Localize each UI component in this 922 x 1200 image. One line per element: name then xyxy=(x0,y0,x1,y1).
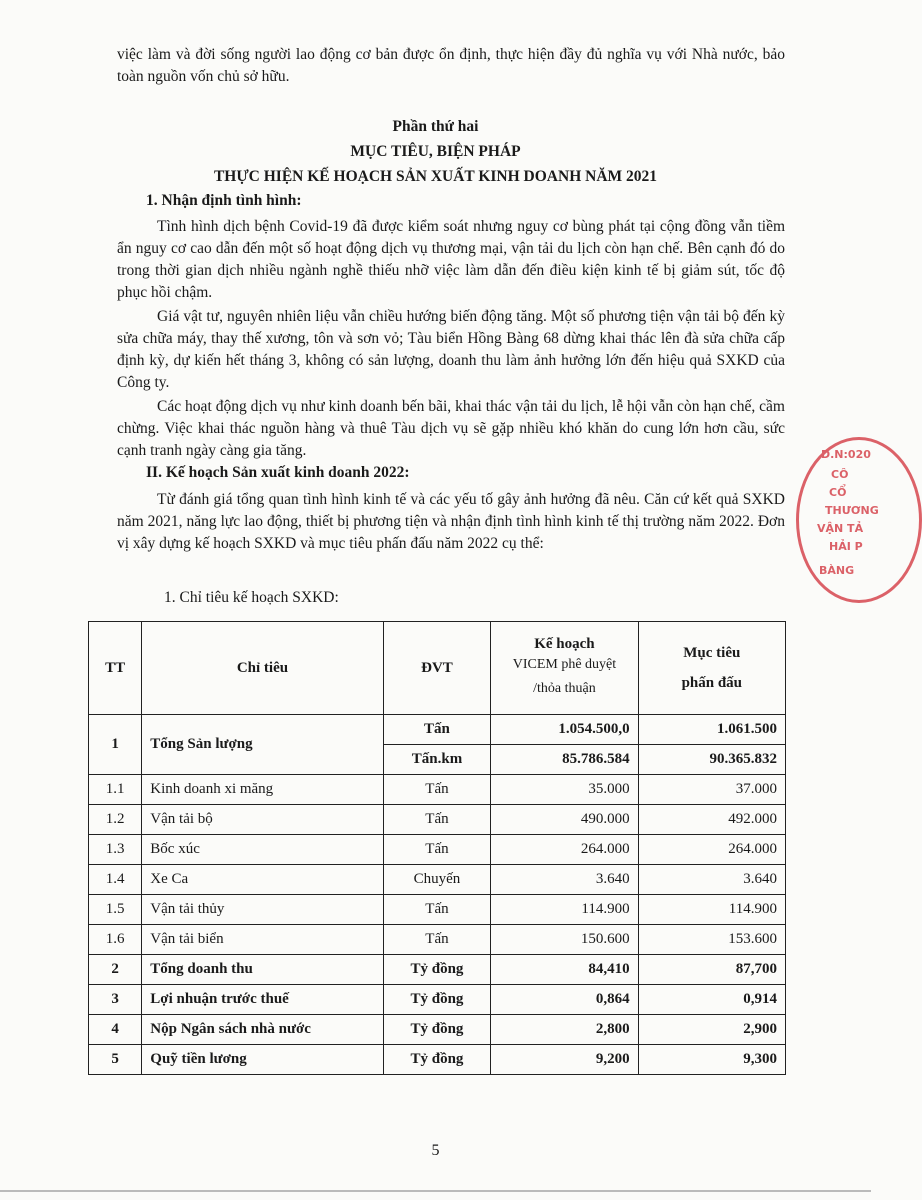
header-plan-subtitle: VICEM phê duyệt /thỏa thuận xyxy=(512,656,617,696)
cell-tt: 1.1 xyxy=(89,775,142,805)
cell-plan: 9,200 xyxy=(491,1045,638,1075)
cell-tt: 1 xyxy=(89,715,142,775)
table-row xyxy=(89,805,786,835)
cell-target: 90.365.832 xyxy=(638,745,785,775)
scan-edge-divider xyxy=(0,1190,871,1192)
header-target xyxy=(638,622,785,715)
cell-unit: Tỷ đồng xyxy=(383,1015,491,1045)
stamp-line: VẬN TẢ xyxy=(817,522,864,535)
section2-paragraph-1: Từ đánh giá tổng quan tình hình kinh tế và các yếu tố gây ảnh hưởng đã nêu. Căn cứ kết quả SXKD năm 2021, năng lực lao động, thiết bị phương tiện và nhận định tình hình kinh tế thị trường năm 2022. Đơn vị xây dựng kế hoạch SXKD và mục tiêu phấn đấu năm 2022 cụ thể: xyxy=(117,491,785,552)
intro-paragraph: việc làm và đời sống người lao động cơ bản được ổn định, thực hiện đầy đủ nghĩa vụ với Nhà nước, bảo toàn nguồn vốn chủ sở hữu. xyxy=(117,46,785,85)
cell-indicator: Nộp Ngân sách nhà nước xyxy=(142,1015,383,1045)
cell-tt: 1.2 xyxy=(89,805,142,835)
table-row xyxy=(89,955,786,985)
cell-unit: Tỷ đồng xyxy=(383,1045,491,1075)
stamp-line: CÔ xyxy=(831,468,849,481)
cell-indicator: Quỹ tiền lương xyxy=(142,1045,383,1075)
cell-target: 87,700 xyxy=(638,955,785,985)
cell-tt: 1.6 xyxy=(89,925,142,955)
cell-plan: 490.000 xyxy=(491,805,638,835)
cell-plan: 3.640 xyxy=(491,865,638,895)
cell-unit: Tấn xyxy=(383,805,491,835)
cell-tt: 1.4 xyxy=(89,865,142,895)
cell-target: 37.000 xyxy=(638,775,785,805)
cell-indicator: Kinh doanh xi măng xyxy=(142,775,383,805)
cell-plan: 84,410 xyxy=(491,955,638,985)
table-header-row xyxy=(89,622,786,715)
table-row xyxy=(89,1015,786,1045)
cell-indicator: Vận tải bộ xyxy=(142,805,383,835)
table-row xyxy=(89,985,786,1015)
cell-target: 0,914 xyxy=(638,985,785,1015)
cell-indicator: Xe Ca xyxy=(142,865,383,895)
cell-plan: 85.786.584 xyxy=(491,745,638,775)
page-number: 5 xyxy=(431,1142,440,1159)
cell-indicator: Vận tải biển xyxy=(142,925,383,955)
cell-unit: Tấn xyxy=(383,715,491,745)
cell-target: 1.061.500 xyxy=(638,715,785,745)
cell-target: 2,900 xyxy=(638,1015,785,1045)
stamp-line: THƯƠNG xyxy=(825,504,879,517)
table-row xyxy=(89,865,786,895)
cell-tt: 3 xyxy=(89,985,142,1015)
stamp-line: BÀNG xyxy=(819,564,855,577)
cell-tt: 1.3 xyxy=(89,835,142,865)
cell-plan: 1.054.500,0 xyxy=(491,715,638,745)
cell-plan: 264.000 xyxy=(491,835,638,865)
cell-target: 264.000 xyxy=(638,835,785,865)
cell-tt: 4 xyxy=(89,1015,142,1045)
cell-unit: Chuyến xyxy=(383,865,491,895)
table-row xyxy=(89,925,786,955)
header-target-line-2: phấn đấu xyxy=(681,675,743,691)
stamp-line: CỔ xyxy=(829,486,847,499)
section1-paragraph-2: Giá vật tư, nguyên nhiên liệu vẫn chiều hướng biến động tăng. Một số phương tiện vận tải bộ đến kỳ sửa chữa máy, thay thế xương, tôn và sơn vỏ; Tàu biển Hồng Bàng 68 dừng khai thác lên đà sửa chữa cấp định kỳ, dự kiến hết tháng 3, không có sản lượng, doanh thu làm ảnh hưởng lớn đến hiệu quả SXKD của Công ty. xyxy=(117,308,785,391)
cell-plan: 35.000 xyxy=(491,775,638,805)
cell-indicator: Bốc xúc xyxy=(142,835,383,865)
company-seal-stamp xyxy=(796,437,922,603)
cell-target: 492.000 xyxy=(638,805,785,835)
cell-unit: Tấn xyxy=(383,895,491,925)
cell-unit: Tỷ đồng xyxy=(383,985,491,1015)
cell-indicator: Tổng doanh thu xyxy=(142,955,383,985)
main-title-line-2: THỰC HIỆN KẾ HOẠCH SẢN XUẤT KINH DOANH NĂM 2021 xyxy=(213,168,658,185)
cell-target: 114.900 xyxy=(638,895,785,925)
cell-plan: 114.900 xyxy=(491,895,638,925)
table-row xyxy=(89,835,786,865)
part-title: Phần thứ hai xyxy=(392,118,479,135)
header-unit: ĐVT xyxy=(383,622,491,715)
cell-unit: Tấn xyxy=(383,775,491,805)
cell-tt: 5 xyxy=(89,1045,142,1075)
header-tt: TT xyxy=(89,622,142,715)
header-indicator: Chỉ tiêu xyxy=(142,622,383,715)
table-caption: 1. Chỉ tiêu kế hoạch SXKD: xyxy=(164,589,339,606)
cell-unit: Tấn xyxy=(383,925,491,955)
section1-paragraph-1: Tình hình dịch bệnh Covid-19 đã được kiểm soát nhưng nguy cơ bùng phát tại cộng đồng vẫn tiềm ẩn nguy cơ cao dẫn đến một số hoạt động dịch vụ thương mại, vận tải du lịch còn hạn chế. Bên cạnh đó do trong thời gian dịch nhiều ngành nghề thiếu nhỡ việc làm dẫn đến điều kiện kinh tế bị giảm sút, tốc độ phục hồi chậm. xyxy=(117,218,785,301)
stamp-line: HẢI P xyxy=(829,540,863,553)
cell-target: 9,300 xyxy=(638,1045,785,1075)
header-target-line-1: Mục tiêu xyxy=(683,645,741,661)
cell-plan: 0,864 xyxy=(491,985,638,1015)
section1-heading: 1. Nhận định tình hình: xyxy=(146,192,302,209)
main-title-line-1: MỤC TIÊU, BIỆN PHÁP xyxy=(350,143,521,160)
header-plan xyxy=(491,622,638,715)
cell-unit: Tấn xyxy=(383,835,491,865)
cell-indicator: Tổng Sản lượng xyxy=(142,715,383,775)
table-row xyxy=(89,775,786,805)
section2-heading: II. Kế hoạch Sản xuất kinh doanh 2022: xyxy=(146,464,410,481)
cell-indicator: Lợi nhuận trước thuế xyxy=(142,985,383,1015)
cell-plan: 150.600 xyxy=(491,925,638,955)
cell-unit: Tỷ đồng xyxy=(383,955,491,985)
table-row xyxy=(89,1045,786,1075)
stamp-line: D.N:020 xyxy=(821,448,871,461)
table-row xyxy=(89,895,786,925)
cell-tt: 2 xyxy=(89,955,142,985)
cell-tt: 1.5 xyxy=(89,895,142,925)
cell-target: 3.640 xyxy=(638,865,785,895)
business-plan-table xyxy=(88,621,786,1075)
section1-paragraph-3: Các hoạt động dịch vụ như kinh doanh bến bãi, khai thác vận tải du lịch, lễ hội vẫn còn hạn chế, cầm chừng. Việc khai thác nguồn hàng và thuê Tàu dịch vụ sẽ gặp nhiều khó khăn do cung lớn hơn cầu, sức cạnh tranh ngày càng gia tăng. xyxy=(117,398,785,459)
table-row-total-output xyxy=(89,715,786,745)
cell-indicator: Vận tải thủy xyxy=(142,895,383,925)
cell-target: 153.600 xyxy=(638,925,785,955)
cell-unit: Tấn.km xyxy=(383,745,491,775)
cell-plan: 2,800 xyxy=(491,1015,638,1045)
header-plan-title: Kế hoạch xyxy=(534,635,595,652)
